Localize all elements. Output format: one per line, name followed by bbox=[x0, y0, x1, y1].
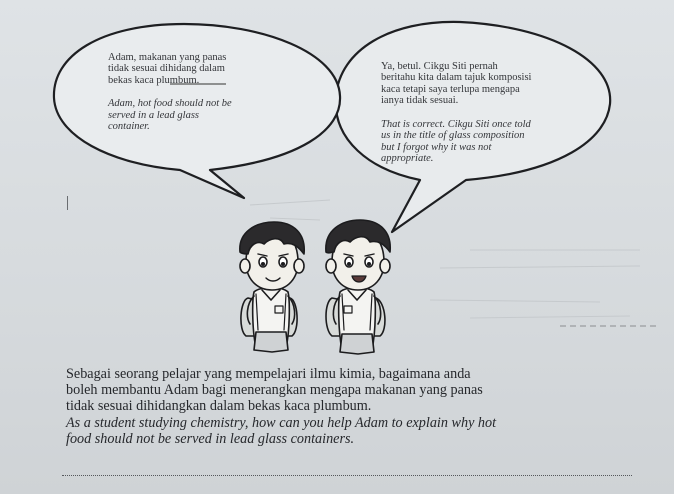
right-bubble-malay: Ya, betul. Cikgu Siti pernah beritahu kita dalam tajuk komposisi kaca tetapi saya terlupa mengapa ianya tidak sesuai. bbox=[381, 60, 532, 107]
page-background-marks bbox=[250, 200, 660, 326]
right-bubble-text bbox=[381, 49, 591, 177]
answer-line[interactable] bbox=[62, 475, 632, 476]
margin-tick-mark bbox=[67, 196, 68, 210]
left-bubble-text bbox=[108, 40, 288, 144]
question-text bbox=[66, 366, 636, 447]
boy-adam-figure bbox=[240, 222, 304, 352]
question-english: As a student studying chemistry, how can you help Adam to explain why hot food should not be served in lead glass containers. bbox=[66, 414, 497, 447]
left-bubble-malay: Adam, makanan yang panas tidak sesuai dihidang dalam bekas kaca plumbum. bbox=[108, 51, 227, 86]
right-bubble-english: That is correct. Cikgu Siti once told us in the title of glass composition but I forgot why it was not appropriate. bbox=[381, 118, 531, 165]
boy-friend-figure bbox=[326, 220, 390, 354]
left-bubble-english: Adam, hot food should not be served in a lead glass container. bbox=[108, 97, 232, 133]
question-malay: Sebagai seorang pelajar yang mempelajari ilmu kimia, bagaimana anda boleh membantu Adam bagi menerangkan mengapa makanan yang panas tidak sesuai dihidangkan dalam bekas kaca plumbum. bbox=[66, 366, 483, 415]
